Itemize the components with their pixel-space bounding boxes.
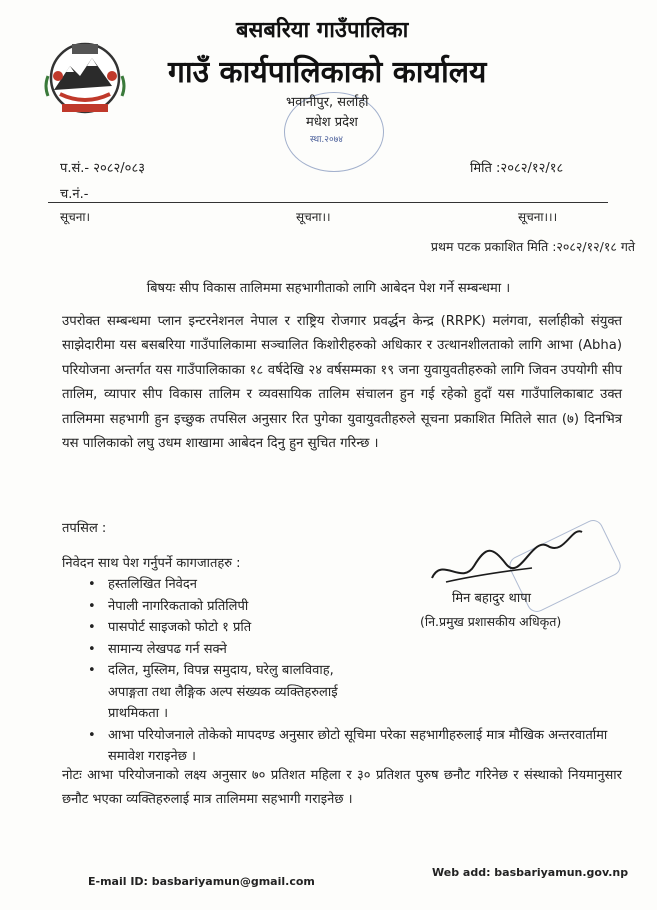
bullet-icon: • — [88, 641, 96, 657]
list-item-text: हस्तलिखित निवेदन — [108, 577, 198, 592]
notice-label-1: सूचना। — [60, 210, 91, 224]
subject-line: बिषयः सीप विकास तालिममा सहभागीताको लागि आबेदन पेश गर्ने सम्बन्धमा । — [146, 281, 511, 296]
bullet-icon: • — [88, 620, 96, 635]
notice-label-3: सूचना।।। — [518, 210, 558, 224]
signatory-name: मिन बहादुर थापा — [452, 591, 531, 606]
list-item-text: आभा परियोजनाले तोकेको मापदण्ड अनुसार छोटो सूचिमा परेका सहभागीहरुलाई मात्र मौखिक अन्तरवार्तामा समावेश गराइनेछ । — [108, 727, 608, 764]
bullet-icon: • — [88, 577, 96, 592]
list-item-text: पासपोर्ट साइजको फोटो १ प्रति — [108, 620, 252, 635]
bullet-icon: • — [88, 663, 96, 678]
province-line: मधेश प्रदेश — [306, 115, 358, 130]
documents-label: निवेदन साथ पेश गर्नुपर्ने कागजातहरु : — [62, 556, 241, 571]
header-divider — [48, 202, 608, 203]
bullet-icon: • — [88, 727, 96, 743]
list-item-text: नेपाली नागरिकताको प्रतिलिपी — [108, 598, 249, 614]
handwritten-signature-icon — [422, 516, 592, 596]
address-line: भवानीपुर, सर्लाही — [286, 95, 369, 110]
dispatch-number: च.नं.- — [60, 187, 89, 202]
office-name: गाउँ कार्यपालिकाको कार्यालय — [168, 55, 487, 90]
list-item — [88, 639, 618, 661]
body-paragraph: उपरोक्त सम्बन्धमा प्लान इन्टरनेशनल नेपाल र राष्ट्रिय रोजगार प्रवर्द्धन केन्द्र (RRPK) मलंगवा, सर्लाहीको संयुक्त साझेदारीमा यस बसबरिया गाउँपालिकामा सञ्चालित किशोरीहरुको अधिकार र उत्थानशीलताको लागि आभा (Abha) परियोजना अन्तर्गत यस गाउँपालिकाका १८ वर्षदेखि २४ वर्षसम्मका १९ जना युवायुवतीहरुको लागि जिवन उपयोगी सीप तालिम, व्यापार सीप विकास तालिम र व्यवसायिक तालिम संचालन हुन गई रहेको हुदाँ यस गाउँपालिकाबाट उक्त तालिममा सहभागी हुन इच्छुक तपसिल अनुसार रित पुगेका युवायुवतीहरुले सूचना प्रकाशित मितिले सात (७) दिनभित्र यस पालिकाको लघु उधम शाखामा आबेदन दिनु हुन सुचित गरिन्छ । — [62, 314, 622, 452]
list-item-text: दलित, मुस्लिम, विपन्न समुदाय, घरेलु बालविवाह, अपाङ्गता तथा लैङ्गिक अल्प संख्यक व्यक्तिहरुलाई प्राथमिकता । — [108, 663, 338, 721]
reference-number: प.सं.- २०८२/०८३ — [60, 161, 145, 176]
footer-email: E-mail ID: basbariyamun@gmail.com — [88, 875, 315, 888]
note-paragraph: नोटः आभा परियोजनाको लक्ष्य अनुसार ७० प्रतिशत महिला र ३० प्रतिशत पुरुष छनौट गरिनेछ र संस्थाको नियमानुसार छनौट भएका व्यक्तिहरुलाई मात्र तालिममा सहभागी गराइनेछ । — [62, 768, 622, 807]
notice-label-2: सूचना।। — [296, 210, 331, 224]
stamp-year: स्था.२०७४ — [310, 135, 343, 145]
municipality-name: बसबरिया गाउँपालिका — [236, 18, 409, 43]
list-item-text: सामान्य लेखपढ गर्न सक्ने — [108, 641, 227, 657]
list-item — [88, 725, 618, 768]
footer-website: Web add: basbariyamun.gov.np — [432, 866, 629, 879]
list-item — [88, 660, 368, 725]
nepal-emblem-icon — [40, 36, 130, 116]
signatory-title: (नि.प्रमुख प्रशासकीय अधिकृत) — [420, 614, 562, 629]
details-label: तपसिल : — [62, 521, 107, 536]
bullet-icon: • — [88, 598, 96, 614]
published-date: प्रथम पटक प्रकाशित मिति :२०८२/१२/१८ गते — [430, 239, 635, 254]
letter-date: मिति :२०८२/१२/१८ — [470, 161, 564, 176]
